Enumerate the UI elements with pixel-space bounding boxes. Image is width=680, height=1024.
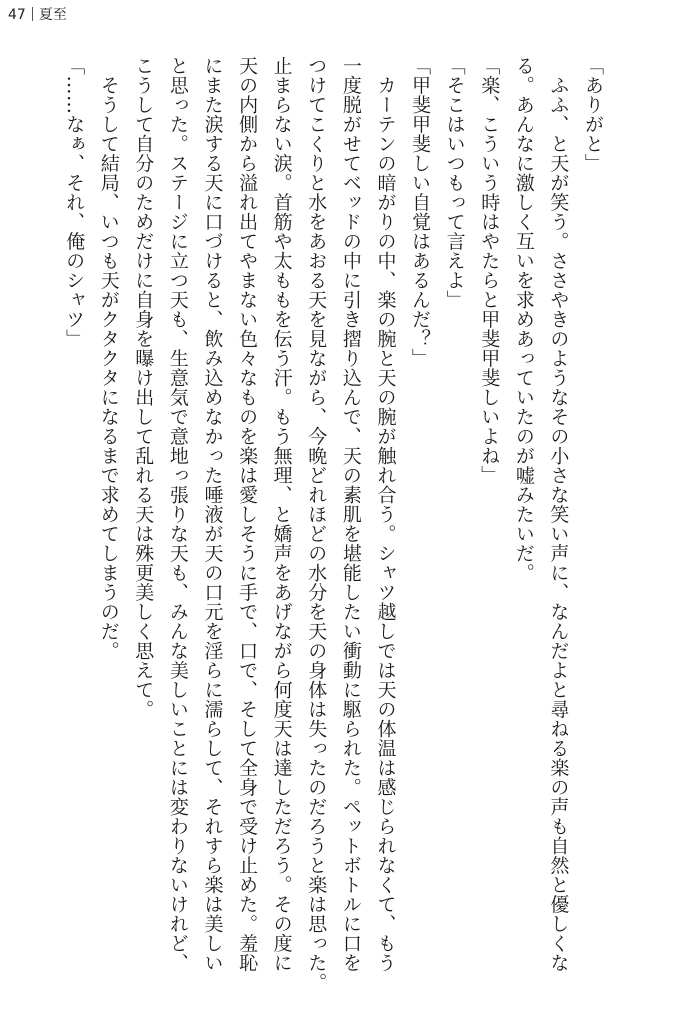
text-line: 「そこはいつもって言えよ」 xyxy=(443,56,466,310)
text-line: る。あんなに激しく互いを求めあっていたのが嘘みたいだ。 xyxy=(512,56,535,583)
header-divider xyxy=(32,7,33,21)
text-line: こうして自分のためだけに自身を曝け出して乱れる天は殊更美しく思えて。 xyxy=(132,56,155,719)
text-line: 「……なぁ、それ、俺のシャツ」 xyxy=(63,56,86,349)
text-line: つけてこくりと水をあおる天を見ながら、今晩どれほどの水分を天の身体は失ったのだろうと楽は思った。 xyxy=(305,56,328,992)
text-line: 天の内側から溢れ出てやまない色々なものを楽は愛しそうに手で、口で、そして全身で受け止めた。羞恥 xyxy=(236,56,259,973)
text-line: 一度脱がせてベッドの中に引き摺り込んで、天の素肌を堪能したい衝動に駆られた。ペットボトルに口を xyxy=(339,56,362,973)
text-line: ふふ、と天が笑う。ささやきのようなその小さな笑い声に、なんだよと尋ねる楽の声も自然と優しくな xyxy=(547,56,570,973)
chapter-title: 夏至 xyxy=(38,7,67,23)
text-line: そうして結局、いつも天がクタクタになるまで求めてしまうのだ。 xyxy=(97,56,120,661)
text-line: と思った。ステージに立つ天も、生意気で意地っ張りな天も、みんな美しいことには変わりないけれど、 xyxy=(166,56,189,973)
text-line: 止まらない涙。首筋や太ももを伝う汗。もう無理、と嬌声をあげながら何度天は達しただろう。その度に xyxy=(270,56,293,973)
vertical-body-text xyxy=(57,56,611,996)
text-line: にまた涙する天に口づけると、飲み込めなかった唾液が天の口元を淫らに濡らして、それすら楽は美しい xyxy=(201,56,224,973)
text-line: カーテンの暗がりの中、楽の腕と天の腕が触れ合う。シャツ越しでは天の体温は感じられなくて、もう xyxy=(374,56,397,973)
text-line: 「ありがと」 xyxy=(582,56,604,173)
page-header xyxy=(8,6,67,24)
text-line: 「甲斐甲斐しい自覚はあるんだ？」 xyxy=(409,56,432,368)
page-number: 47 xyxy=(8,7,26,23)
text-line: 「楽、こういう時はやたらと甲斐甲斐しいよね」 xyxy=(478,56,501,485)
